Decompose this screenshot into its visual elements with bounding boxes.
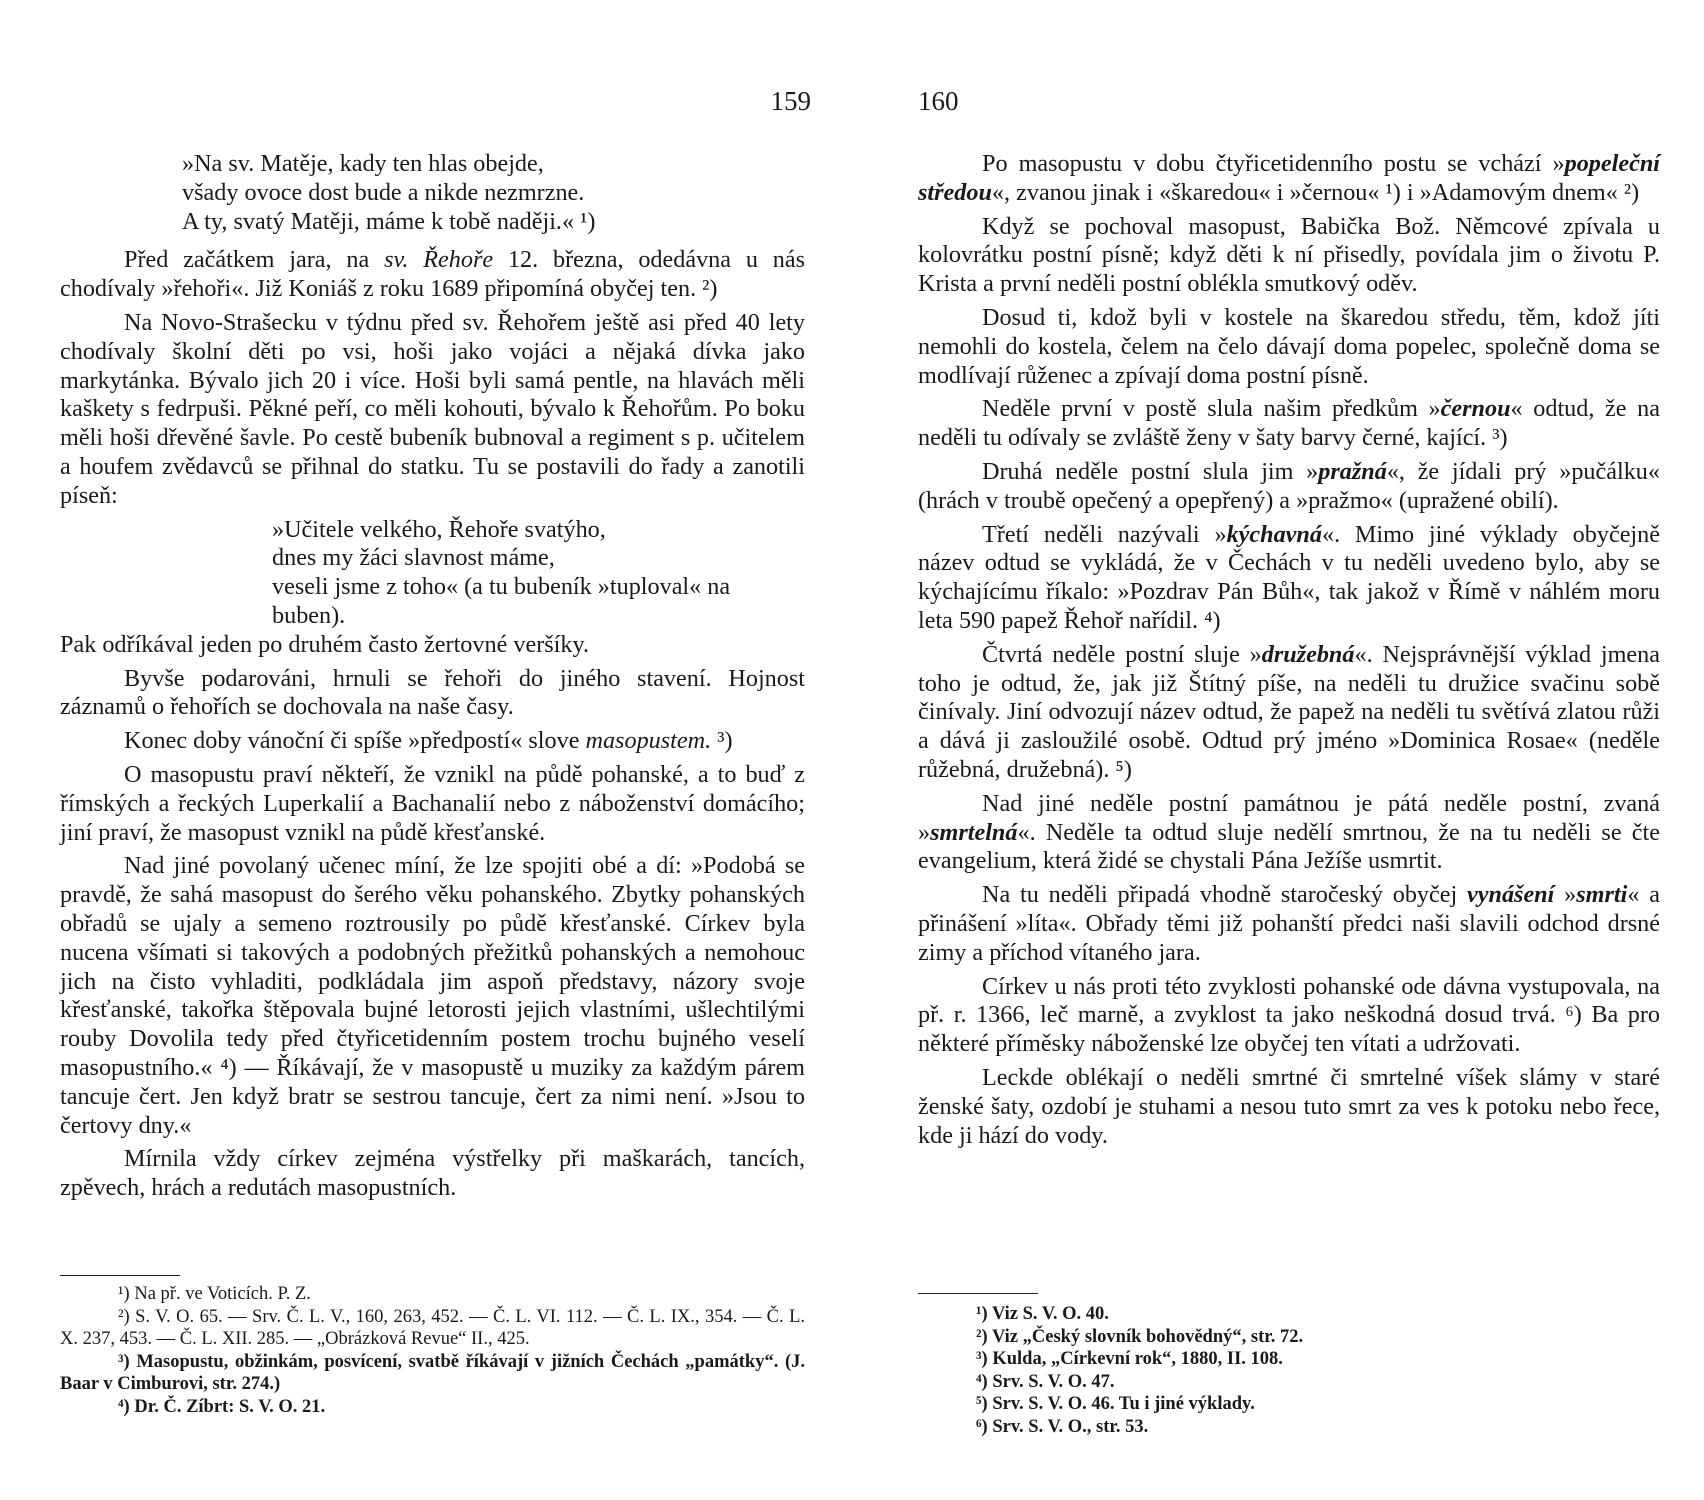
verse-line: A ty, svatý Matěji, máme k tobě naději.« ¹) (182, 207, 596, 235)
verse-line: dnes my žáci slavnost máme, (272, 544, 555, 572)
footnote-divider (918, 1293, 1038, 1294)
paragraph: Když se pochoval masopust, Babička Bož. Němcové zpívala u kolovrátku postní písně; když děti k ní přisedly, povídala jim o životu P. Krista a první neděli postní oblékla smutkový oděv. (918, 212, 1660, 298)
paragraph: Leckde oblékají o neděli smrtné či smrtelné víšek slámy v staré ženské šaty, ozdobí je stuhami a nesou tuto smrt za ves k potoku nebo řece, kde ji hází do vody. (918, 1063, 1660, 1149)
paragraph: Druhá neděle postní slula jim »pražná«, že jídali prý »pučálku« (hrách v troubě opečený a opepřený) a »pražmo« (upražené obilí). (918, 457, 1660, 514)
verse-block (182, 150, 805, 236)
verse-line: všady ovoce dost bude a nikde nezmrzne. (182, 178, 585, 206)
paragraph: Po masopustu v dobu čtyřicetidenního postu se vchází »popeleční středou«, zvanou jinak i «škaredou« i »černou« ¹) i »Adamovým dnem« ²) (918, 150, 1660, 206)
verse-line: »Na sv. Matěje, kady ten hlas obejde, (182, 150, 544, 177)
paragraph: Církev u nás proti této zvyklosti pohanské ode dávna vystupovala, na př. r. 1366, leč marně, a zvyklost ta jako neškodná dosud trvá. ⁶) Ba pro některé příměsky náboženské lze obyčej ten vítati a udržovati. (918, 972, 1660, 1058)
paragraph: O masopustu praví někteří, že vznikl na půdě pohanské, a to buď z římských a řeckých Luperkalií a Bachanalií nebo z náboženství domácího; jiní praví, že masopust vznikl na půdě křesťanské. (60, 760, 805, 846)
page-number: 160 (918, 86, 959, 116)
footnote: ²) S. V. O. 65. — Srv. Č. L. V., 160, 263, 452. — Č. L. VI. 112. — Č. L. IX., 354. — Č. L. X. 237, 453. — Č. L. XII. 285. — „Obrázková Revue“ II., 425. (60, 1306, 805, 1349)
verse-line: »Učitele velkého, Řehoře svatýho, (272, 515, 606, 543)
footnote: ³) Kulda, „Církevní rok“, 1880, II. 108. (976, 1349, 1283, 1369)
right-body (918, 150, 1660, 1155)
footnotes (918, 1303, 1660, 1438)
paragraph: Neděle první v postě slula našim předkům »černou« odtud, že na neděli tu odívaly se zvláště ženy v šaty barvy černé, kající. ³) (918, 395, 1660, 452)
footnote: ⁵) Srv. S. V. O. 46. Tu i jiné výklady. (976, 1394, 1255, 1414)
paragraph: Před začátkem jara, na sv. Řehoře 12. března, odedávna u nás chodívaly »řehoři«. Již Koniáš z roku 1689 připomíná obyčej ten. ²) (60, 246, 805, 303)
paragraph: Třetí neděli nazývali »kýchavná«. Mimo jiné výklady obyčejně název odtud se vykládá, že v Čechách v tu neděli uvedeno bylo, aby se kýchajícímu říkalo: »Pozdrav Pán Bůh«, tak jakož v Římě v náhlém moru leta 590 papež Řehoř nařídil. ⁴) (918, 520, 1660, 634)
paragraph: Konec doby vánoční či spíše »předpostí« slove masopustem. ³) (124, 727, 733, 755)
footnote: ⁶) Srv. S. V. O., str. 53. (976, 1416, 1149, 1437)
footnote: ⁴) Srv. S. V. O. 47. (976, 1371, 1115, 1392)
left-body (60, 150, 805, 1208)
paragraph: Pak odříkával jeden po druhém často žertovné veršíky. (60, 630, 590, 658)
footnote: ⁴) Dr. Č. Zíbrt: S. V. O. 21. (118, 1396, 326, 1417)
paragraph: Nad jiné povolaný učenec míní, že lze spojiti obé a dí: »Podobá se pravdě, že sahá masopust do šerého věku pohanského. Zbytky pohanských obřadů se ujaly a semeno roztrousily po půdě křesťanské. Církev byla nucena všímati si takových a podobných přežitků pohanských a nemohouc jich na čisto vyhladiti, podkládala jim aspoň představy, názory svoje křesťanské, takořka štěpovala bujné letorosti jejich vlastními, ušlechtilými rouby Dovolila tedy před čtyřicetidenním postem trochu bujného veselí masopustního.« ⁴) — Říkávají, že v masopustě u muziky za každým párem tancuje čert. Jen když bratr se sestrou tancuje, čert za nimi není. »Jsou to čertovy dny.« (60, 852, 805, 1139)
footnote: ¹) Viz S. V. O. 40. (976, 1304, 1109, 1324)
paragraph: Nad jiné neděle postní památnou je pátá neděle postní, zvaná »smrtelná«. Neděle ta odtud sluje nedělí smrtnou, že na tu neděli se čte evangelium, která židé se chystali Pána Ježíše usmrtit. (918, 789, 1660, 875)
paragraph: Mírnila vždy církev zejména výstřelky při maškarách, tancích, zpěvech, hrách a redutách masopustních. (60, 1145, 805, 1202)
footnotes (60, 1283, 805, 1418)
paragraph: Byvše podarováni, hrnuli se řehoři do jiného stavení. Hojnost záznamů o řehořích se dochovala na naše časy. (60, 664, 805, 721)
verse-line: veseli jsme z toho« (a tu bubeník »tuploval« na buben). (272, 573, 731, 629)
paragraph: Na Novo-Strašecku v týdnu před sv. Řehořem ještě asi před 40 lety chodívaly školní děti po vsi, hoši jako vojáci a nějaká dívka jako markytánka. Bývalo jich 20 i více. Hoši byli samá pentle, na hlavách měli kaškety s fedrpuši. Pěkné peří, co měli kohouti, bývalo k Řehořům. Po boku měli hoši dřevěné šavle. Po cestě bubeník bubnoval a regiment s p. učitelem a houfem zvědavců se přihnal do statku. Tu se postavili do řady a zanotili píseň: (60, 308, 805, 509)
footnote: ³) Masopustu, obžinkám, posvícení, svatbě říkávají v jižních Čechách „památky“. (J. Baar v Cimburovi, str. 274.) (60, 1351, 805, 1394)
footnote: ¹) Na př. ve Voticích. P. Z. (118, 1284, 311, 1304)
paragraph: Na tu neděli připadá vhodně staročeský obyčej vynášení »smrti« a přinášení »líta«. Obřady těmi již pohanští předci naši slavili odchod drsné zimy a příchod vítaného jara. (918, 881, 1660, 966)
footnote-divider (60, 1275, 180, 1276)
paragraph: Čtvrtá neděle postní sluje »družebná«. Nejsprávnější výklad jmena toho je odtud, že, jak již Štítný píše, na neděli tu družice svačinu sobě činívaly. Jiní odvozují název odtud, že papež na neděli tu světívá zlatou růži a dává ji zasloužilé osobě. Odtud prý jméno »Dominica Rosae« (neděle růžebná, družebná). ⁵) (918, 640, 1660, 783)
song-block (172, 516, 805, 631)
page-number: 159 (770, 86, 811, 116)
paragraph: Dosud ti, kdož byli v kostele na škaredou středu, těm, kdož jíti nemohli do kostela, čelem na čelo dávají doma popelec, společně doma se modlívají růženec a zpívají doma postní písně. (918, 303, 1660, 389)
footnote: ²) Viz „Český slovník bohovědný“, str. 72. (976, 1326, 1304, 1347)
